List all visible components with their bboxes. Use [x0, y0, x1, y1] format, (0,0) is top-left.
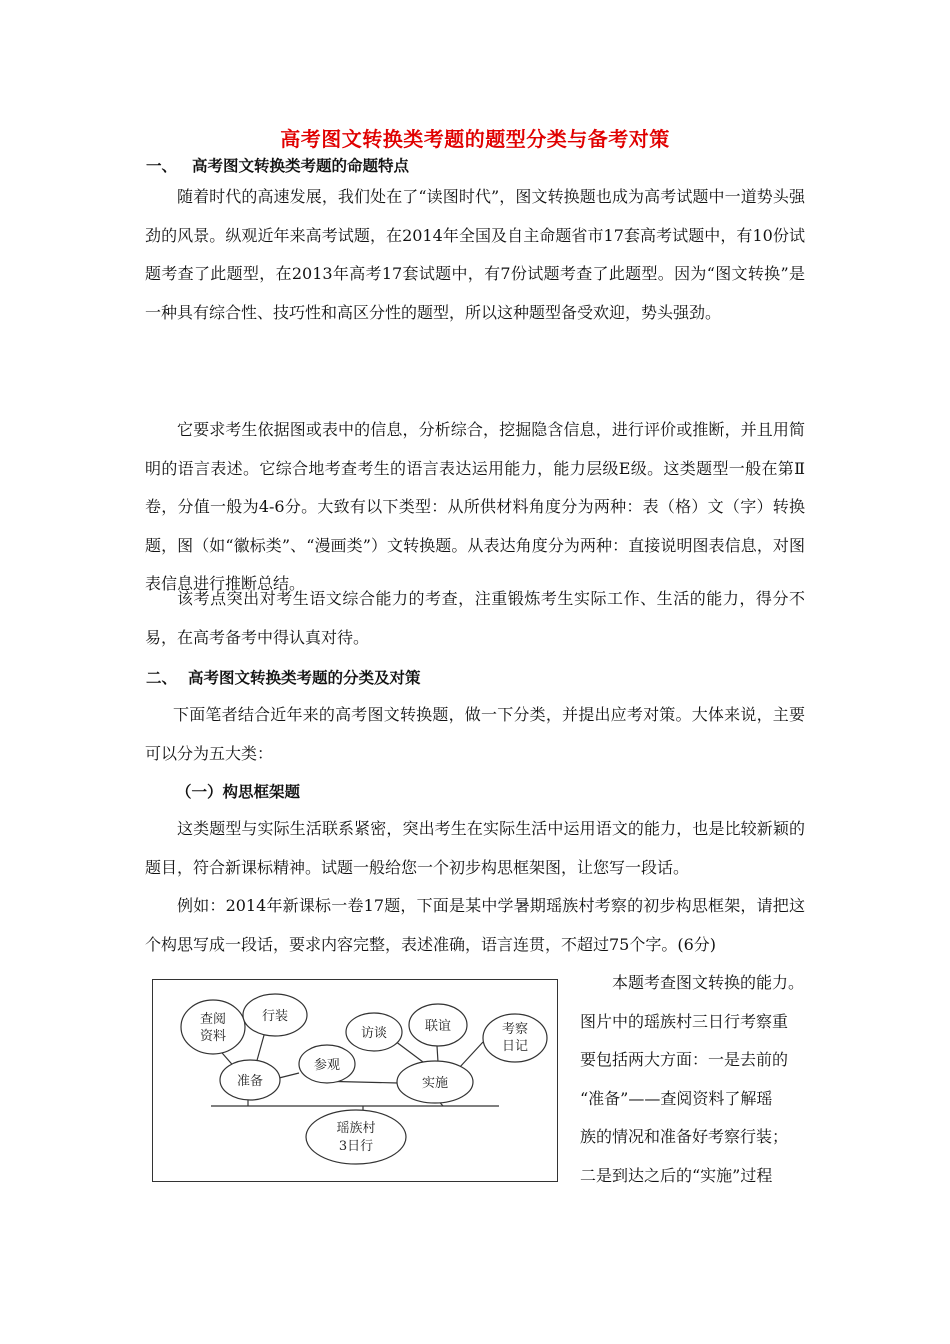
label-diary-1: 考察 [501, 1022, 529, 1037]
label-interview: 访谈 [360, 1026, 388, 1041]
paragraph-6: 例如：2014年新课标一卷17题，下面是某中学暑期瑶族村考察的初步构思框架，请把这个构思写成一段话，要求内容完整，表述准确，语言连贯，不超过75个字。(6分) [145, 896, 805, 954]
section-heading-2 [146, 666, 421, 688]
side-line: 要包括两大方面：一是去前的 [580, 1050, 789, 1070]
label-diary-2: 日记 [501, 1039, 529, 1054]
label-root-1: 瑶族村 [336, 1121, 376, 1136]
label-research-2: 资料 [199, 1029, 227, 1044]
section-title: 高考图文转换类考题的命题特点 [192, 157, 410, 175]
side-line: 图片中的瑶族村三日行考察重 [580, 1011, 789, 1031]
node-root [306, 1110, 406, 1164]
paragraph-5: 这类题型与实际生活联系紧密，突出考生在实际生活中运用语文的能力，也是比较新颖的题目，符合新课标精神。试题一般给您一个初步构思框架图，让您写一段话。 [145, 819, 805, 877]
section-number: 二、 [146, 669, 178, 687]
label-prepare: 准备 [236, 1074, 264, 1089]
paragraph-4: 下面笔者结合近年来的高考图文转换题，做一下分类，并提出应考对策。大体来说，主要可以分为五大类： [145, 705, 805, 763]
side-line: “准备”——查阅资料了解瑶 [580, 1088, 773, 1108]
label-research-1: 查阅 [199, 1012, 227, 1027]
framework-diagram [152, 979, 558, 1182]
subsection-heading: （一）构思框架题 [176, 783, 301, 801]
label-friendship: 联谊 [424, 1019, 452, 1034]
section-number: 一、 [146, 157, 178, 175]
paragraph-3: 该考点突出对考生语文综合能力的考查，注重锻炼考生实际工作、生活的能力，得分不易，在高考备考中得认真对待。 [145, 589, 805, 647]
section-heading-1 [146, 154, 409, 176]
paragraph-2: 它要求考生依据图或表中的信息，分析综合，挖掘隐含信息，进行评价或推断，并且用简明的语言表述。它综合地考查考生的语言表达运用能力，能力层级E级。这类题型一般在第Ⅱ卷，分值一般为4-6分。大致有以下类型：从所供材料角度分为两种：表（格）文（字）转换题，图（如“徽标类”、“漫画类”）文转换题。从表达角度分为两种：直接说明图表信息，对图表信息进行推断总结。 [145, 420, 805, 594]
side-line: 本题考查图文转换的能力。 [612, 973, 805, 992]
label-visit: 参观 [313, 1058, 341, 1073]
page-title: 高考图文转换类考题的题型分类与备考对策 [280, 127, 670, 151]
label-implement: 实施 [421, 1076, 449, 1091]
side-line: 族的情况和准备好考察行装； [580, 1127, 789, 1147]
label-root-2: 3日行 [338, 1139, 374, 1154]
paragraph-1: 随着时代的高速发展，我们处在了“读图时代”，图文转换题也成为高考试题中一道势头强劲的风景。纵观近年来高考试题，在2014年全国及自主命题省市17套高考试题中，有10份试题考查了此题型，在2013年高考17套试题中，有7份试题考查了此题型。因为“图文转换”是一种具有综合性、技巧性和高区分性的题型，所以这种题型备受欢迎，势头强劲。 [145, 187, 805, 322]
side-line: 二是到达之后的“实施”过程 [580, 1165, 773, 1185]
section-title: 高考图文转换类考题的分类及对策 [188, 669, 421, 687]
label-gear: 行装 [261, 1009, 289, 1024]
side-text [580, 964, 820, 1196]
node-research [181, 1000, 245, 1054]
